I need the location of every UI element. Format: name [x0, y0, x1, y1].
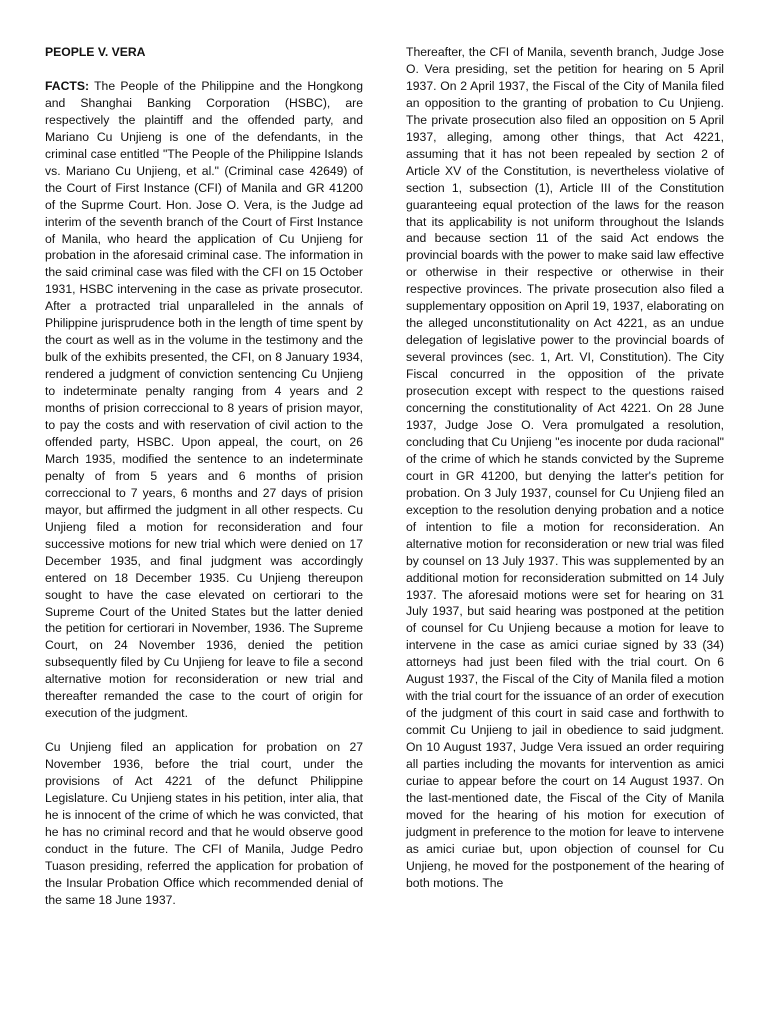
proceedings-paragraph: Thereafter, the CFI of Manila, seventh branch, Judge Jose O. Vera presiding, set the petition for hearing on 5 April 1937. On 2 April 1937, the Fiscal of the City of Manila filed an opposition to the granting of probation to Cu Unjieng. The private prosecution also filed an opposition on 5 April 1937, alleging, among other things, that Act 4221, assuming that it has not been repealed by section 2 of Article XV of the Constitution, is nevertheless violative of section 1, subsection (1), Article III of the Constitution guaranteeing equal protection of the laws for the reason that its applicability is not uniform throughout the Islands and because section 11 of the said Act endows the provincial boards with the power to make said law effective or otherwise in their respective or otherwise in their respective provinces. The private prosecution also filed a supplementary opposition on April 19, 1937, elaborating on the alleged unconstitutionality on Act 4221, as an undue delegation of legislative power to the provincial boards of several provinces (sec. 1, Art. VI, Constitution). The City Fiscal concurred in the opposition of the private prosecution except with respect to the questions raised concerning the constitutionality of Act 4221. On 28 June 1937, Judge Jose O. Vera promulgated a resolution, concluding that Cu Unjieng "es inocente por duda racional" of the crime of which he stands convicted by the Supreme court in GR 41200, but denying the latter's petition for probation. On 3 July 1937, counsel for Cu Unjieng filed an exception to the resolution denying probation and a notice of intention to file a motion for reconsideration. An alternative motion for reconsideration or new trial was filed by counsel on 13 July 1937. This was supplemented by an additional motion for reconsideration submitted on 14 July 1937. The aforesaid motions were set for hearing on 31 July 1937, but said hearing was postponed at the petition of counsel for Cu Unjieng because a motion for leave to intervene in the case as amici curiae signed by 33 (34) attorneys had just been filed with the trial court. On 6 August 1937, the Fiscal of the City of Manila filed a motion with the trial court for the issuance of an order of execution of the judgment of this court in said case and forthwith to commit Cu Unjieng to jail in obedience to said judgment. On 10 August 1937, Judge Vera issued an order requiring all parties including the movants for intervention as amici curiae to appear before the court on 14 August 1937. On the last-mentioned date, the Fiscal of the City of Manila moved for the hearing of his motion for execution of judgment in preference to the motion for leave to intervene as amici curiae but, upon objection of counsel for Cu Unjieng, he moved for the postponement of the hearing of both motions. The	[406, 45, 724, 890]
probation-application-paragraph: Cu Unjieng filed an application for probation on 27 November 1936, before the trial court, under the provisions of Act 4221 of the defunct Philippine Legislature. Cu Unjieng states in his petition, inter alia, that he is innocent of the crime of which he was convicted, that he has no criminal record and that he would observe good conduct in the future. The CFI of Manila, Judge Pedro Tuason presiding, referred the application for probation of the Insular Probation Office which recommended denial of the same 18 June 1937.	[45, 740, 363, 907]
right-column	[406, 44, 724, 909]
document-title: PEOPLE V. VERA	[45, 45, 146, 59]
facts-paragraph	[45, 78, 363, 722]
facts-text: The People of the Philippine and the Hongkong and Shanghai Banking Corporation (HSBC), are respectively the plaintiff and the offended party, and Mariano Cu Unjieng is one of the defendants, in the criminal case entitled "The People of the Philippine Islands vs. Mariano Cu Unjieng, et al." (Criminal case 42649) of the Court of First Instance (CFI) of Manila and GR 41200 of the Suprme Court. Hon. Jose O. Vera, is the Judge ad interim of the seventh branch of the Court of First Instance of Manila, who heard the application of Cu Unjieng for probation in the aforesaid criminal case. The information in the said criminal case was filed with the CFI on 15 October 1931, HSBC intervening in the case as private prosecutor. After a protracted trial unparalleled in the annals of Philippine jurisprudence both in the length of time spent by the court as well as in the volume in the testimony and the bulk of the exhibits presented, the CFI, on 8 January 1934, rendered a judgment of conviction sentencing Cu Unjieng to indeterminate penalty ranging from 4 years and 2 months of prision correccional to 8 years of prision mayor, to pay the costs and with reservation of civil action to the offended party, HSBC. Upon appeal, the court, on 26 March 1935, modified the sentence to an indeterminate penalty of from 5 years and 6 months of prision correccional to 7 years, 6 months and 27 days of prision mayor, but affirmed the judgment in all other respects. Cu Unjieng filed a motion for reconsideration and four successive motions for new trial which were denied on 17 December 1935, and final judgment was accordingly entered on 18 December 1935. Cu Unjieng thereupon sought to have the case elevated on certiorari to the Supreme Court of the United States but the latter denied the petition for certiorari in November, 1936. The Supreme Court, on 24 November 1936, denied the petition subsequently filed by Cu Unjieng for leave to file a second alternative motion for reconsideration or new trial and thereafter remanded the case to the court of origin for execution of the judgment.	[45, 78, 363, 721]
facts-label: FACTS:	[45, 78, 90, 93]
left-column	[45, 44, 363, 926]
